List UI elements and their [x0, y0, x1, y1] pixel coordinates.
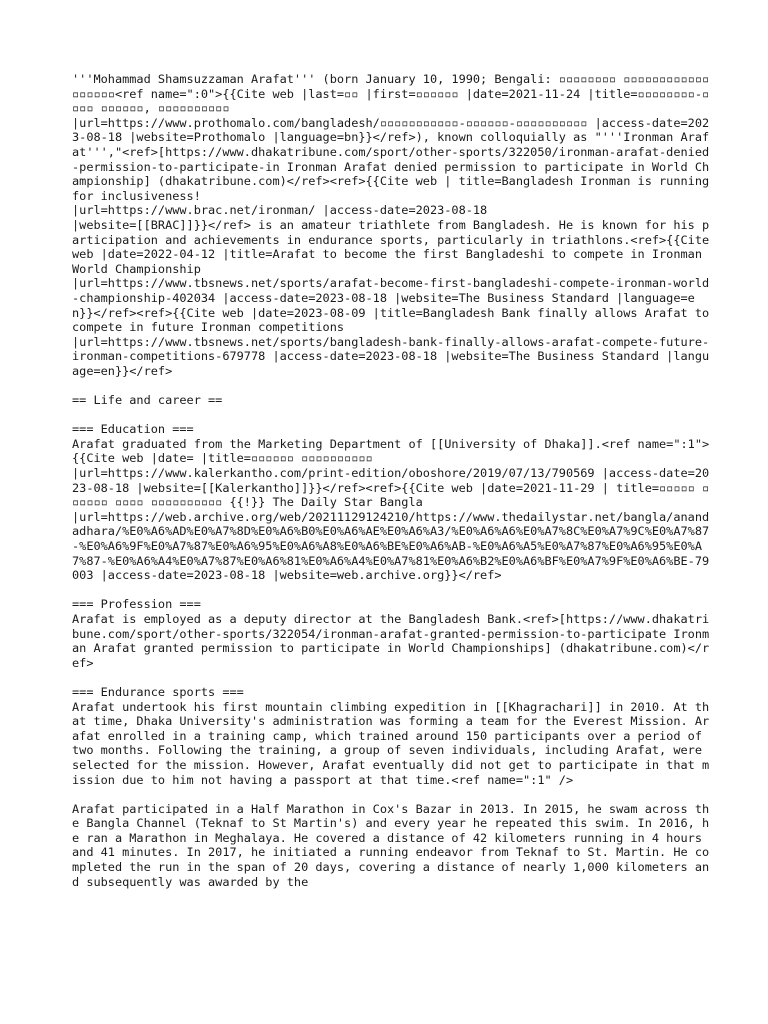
- education-section: === Education === Arafat graduated from the Marketing Department of [[University of Dhaka]].<ref name=":1">{{Cite web |date= |title=▫▫▫▫▫▫ ▫▫▫▫▫▫▫▫▫▫ |url=https://www.kalerkantho.com/print-edition/oboshore/2019/07/13/790569 |access-date=2023-08-18 |website=[[Kalerkantho]]}}</ref><ref>{{Cite web |date=2021-11-29 | title=▫▫▫▫▫ ▫▫▫▫▫▫ ▫▫▫▫ ▫▫▫▫▫▫▫▫▫▫ {{!}} The Daily Star Bangla |url=https://web.archive.org/web/20211129124210/https://www.thedailystar.net/bangla/anandadhara/%E0%A6%AD%E0%A7%8D%E0%A6%B0%E0%A6%AE%E0%A6%A3/%E0%A6%A6%E0%A7%8C%E0%A7%9C%E0%A7%87-%E0%A6%9F%E0%A7%87%E0%A6%95%E0%A6%A8%E0%A6%BE%E0%A6%AB-%E0%A6%A5%E0%A7%87%E0%A6%95%E0%A7%87-%E0%A6%A4%E0%A7%87%E0%A6%81%E0%A6%A4%E0%A7%81%E0%A6%B2%E0%A6%BF%E0%A7%9F%E0%A6%BE-79003 |access-date=2023-08-18 |website=web.archive.org}}</ref>: [72, 422, 710, 583]
- profession-section: === Profession === Arafat is employed as a deputy director at the Bangladesh Bank.<ref>[https://www.dhakatribune.com/sport/other-sports/322054/ironman-arafat-granted-permission-to-participate Ironman Arafat granted permission to participate in World Championships] (dhakatribune.com)</ref>: [72, 597, 710, 670]
- intro-paragraph: '''Mohammad Shamsuzzaman Arafat''' (born January 10, 1990; Bengali: ▫▫▫▫▫▫▫▫ ▫▫▫▫▫▫▫▫▫▫▫▫ ▫▫▫▫▫▫<ref name=":0">{{Cite web |last=▫▫ |first=▫▫▫▫▫▫ |date=2021-11-24 |title=▫▫▫▫▫▫▫▫-▫▫▫▫ ▫▫▫▫▫▫, ▫▫▫▫▫▫▫▫▫▫ |url=https://www.prothomalo.com/bangladesh/▫▫▫▫▫▫▫▫▫▫▫-▫▫▫▫▫▫-▫▫▫▫▫▫▫▫▫▫ |access-date=2023-08-18 |website=Prothomalo |language=bn}}</ref>), known colloquially as "'''Ironman Arafat''',"<ref>[https://www.dhakatribune.com/sport/other-sports/322050/ironman-arafat-denied-permission-to-participate-in Ironman Arafat denied permission to participate in World Championship] (dhakatribune.com)</ref><ref>{{Cite web | title=Bangladesh Ironman is running for inclusiveness! |url=https://www.brac.net/ironman/ |access-date=2023-08-18 |website=[[BRAC]]}}</ref> is an amateur triathlete from Bangladesh. He is known for his participation and achievements in endurance sports, particularly in triathlons.<ref>{{Cite web |date=2022-04-12 |title=Arafat to become the first Bangladeshi to compete in Ironman World Championship |url=https://www.tbsnews.net/sports/arafat-become-first-bangladeshi-compete-ironman-world-championship-402034 |access-date=2023-08-18 |website=The Business Standard |language=en}}</ref><ref>{{Cite web |date=2023-08-09 |title=Bangladesh Bank finally allows Arafat to compete in future Ironman competitions |url=https://www.tbsnews.net/sports/bangladesh-bank-finally-allows-arafat-compete-future-ironman-competitions-679778 |access-date=2023-08-18 |website=The Business Standard |language=en}}</ref>: [72, 72, 710, 378]
- wikitext-document: [72, 72, 712, 904]
- endurance-sports-paragraph-2: Arafat participated in a Half Marathon in Cox's Bazar in 2013. In 2015, he swam across the Bangla Channel (Teknaf to St Martin's) and every year he repeated this swim. In 2016, he ran a Marathon in Meghalaya. He covered a distance of 42 kilometers running in 4 hours and 41 minutes. In 2017, he initiated a running endeavor from Teknaf to St. Martin. He completed the run in the span of 20 days, covering a distance of nearly 1,000 kilometers and subsequently was awarded by the: [72, 801, 710, 889]
- section-heading-life-and-career: == Life and career ==: [72, 393, 223, 408]
- endurance-sports-section: === Endurance sports === Arafat undertook his first mountain climbing expedition in [[Khagrachari]] in 2010. At that time, Dhaka University's administration was forming a team for the Everest Mission. Arafat enrolled in a training camp, which trained around 150 participants over a period of two months. Following the training, a group of seven individuals, including Arafat, were selected for the mission. However, Arafat eventually did not get to participate in that mission due to him not having a passport at that time.<ref name=":1" />: [72, 684, 710, 787]
